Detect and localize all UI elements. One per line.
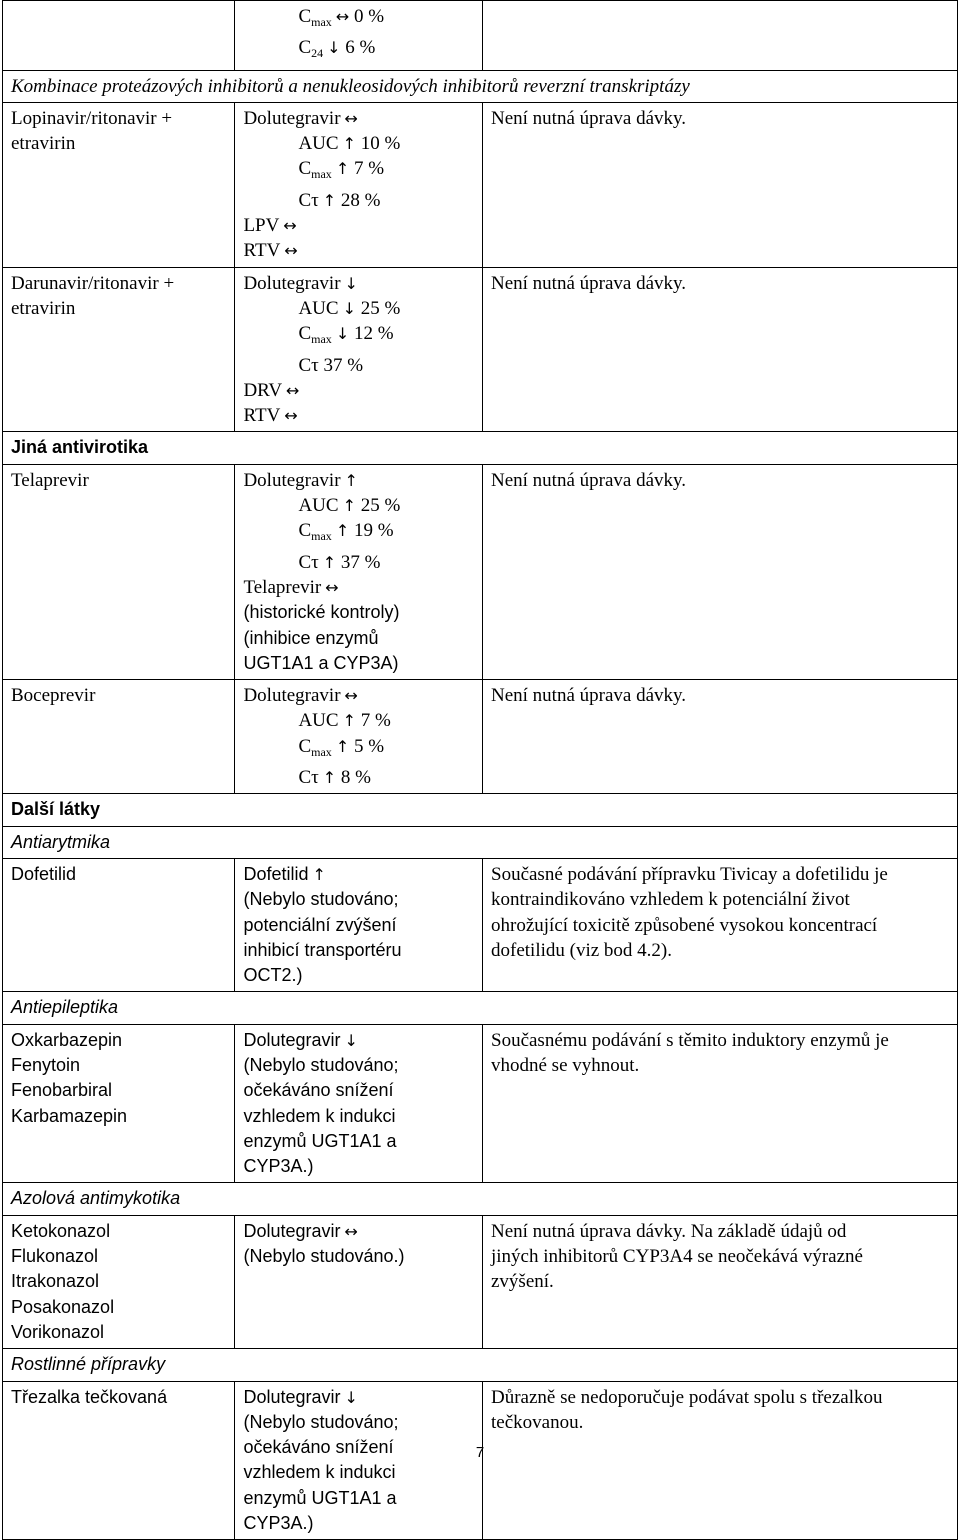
c24-line: $C_{24}$ ↓ 6 % bbox=[298, 37, 376, 61]
cmax-line: $C_{max}$ ↔ 0 % bbox=[298, 6, 385, 29]
recommendation-cell: Současné podávání přípravku Tivicay a dofetilidu je kontraindikováno vzhledem k potenciální život ohrožující toxicitě způsobené vysokou koncentrací dofetilidu (viz bod 4.2). bbox=[483, 858, 958, 991]
pk-cell: Dolutegravir ↔ AUC ↑ 7 % $C_{max}$ ↑ 5 % Cτ ↑ 8 % bbox=[235, 680, 483, 794]
drug-cell: Oxkarbazepin Fenytoin Fenobarbiral Karbamazepin bbox=[3, 1024, 235, 1183]
drug-cell: Lopinavir/ritonavir + etravirin bbox=[3, 102, 235, 267]
recommendation-cell: Není nutná úprava dávky. bbox=[483, 680, 958, 794]
pk-cell: Dolutegravir ↓ (Nebylo studováno; očekáváno snížení vzhledem k indukci enzymů UGT1A1 a CYP3A.) bbox=[235, 1381, 483, 1540]
section-heading: Další látky bbox=[3, 794, 958, 826]
table-row bbox=[3, 1215, 958, 1348]
table-row bbox=[3, 1183, 958, 1215]
pk-cell bbox=[235, 1, 483, 71]
drug-cell: Telaprevir bbox=[3, 464, 235, 679]
pk-cell: Dolutegravir ↓ AUC ↓ 25 % $C_{max}$ ↓ 12 % Cτ 37 % DRV ↔ RTV ↔ bbox=[235, 267, 483, 432]
recommendation-cell: Není nutná úprava dávky. Na základě údajů od jiných inhibitorů CYP3A4 se neočekává výrazné zvýšení. bbox=[483, 1215, 958, 1348]
table-row bbox=[3, 826, 958, 858]
table-row bbox=[3, 1349, 958, 1381]
table-row bbox=[3, 432, 958, 464]
table-row bbox=[3, 70, 958, 102]
table-row bbox=[3, 464, 958, 679]
recommendation-cell: Současnému podávání s těmito induktory enzymů je vhodné se vyhnout. bbox=[483, 1024, 958, 1183]
section-heading: Jiná antivirotika bbox=[3, 432, 958, 464]
subsection-heading: Azolová antimykotika bbox=[3, 1183, 958, 1215]
table-row bbox=[3, 102, 958, 267]
section-heading: Kombinace proteázových inhibitorů a nenukleosidových inhibitorů reverzní transkriptázy bbox=[3, 70, 958, 102]
table-row bbox=[3, 1, 958, 71]
pk-cell: Dolutegravir ↓ (Nebylo studováno; očekáváno snížení vzhledem k indukci enzymů UGT1A1 a CYP3A.) bbox=[235, 1024, 483, 1183]
subsection-heading: Antiepileptika bbox=[3, 992, 958, 1024]
table-row bbox=[3, 992, 958, 1024]
drug-cell: Darunavir/ritonavir + etravirin bbox=[3, 267, 235, 432]
pk-cell: Dolutegravir ↔ AUC ↑ 10 % $C_{max}$ ↑ 7 % Cτ ↑ 28 % LPV ↔ RTV ↔ bbox=[235, 102, 483, 267]
recommendation-cell: Důrazně se nedoporučuje podávat spolu s třezalkou tečkovanou. bbox=[483, 1381, 958, 1540]
recommendation-cell: Není nutná úprava dávky. bbox=[483, 267, 958, 432]
table-row bbox=[3, 794, 958, 826]
pk-cell: Dofetilid ↑ (Nebylo studováno; potenciální zvýšení inhibicí transportéru OCT2.) bbox=[235, 858, 483, 991]
subsection-heading: Rostlinné přípravky bbox=[3, 1349, 958, 1381]
table-row bbox=[3, 1024, 958, 1183]
interaction-table bbox=[2, 0, 958, 1540]
pk-cell: Dolutegravir ↔ (Nebylo studováno.) bbox=[235, 1215, 483, 1348]
drug-cell: Třezalka tečkovaná bbox=[3, 1381, 235, 1540]
table-row bbox=[3, 680, 958, 794]
page-number: 7 bbox=[475, 1444, 485, 1461]
table-row bbox=[3, 267, 958, 432]
recommendation-cell: Není nutná úprava dávky. bbox=[483, 464, 958, 679]
table-row bbox=[3, 858, 958, 991]
drug-cell: Dofetilid bbox=[3, 858, 235, 991]
recommendation-cell: Není nutná úprava dávky. bbox=[483, 102, 958, 267]
pk-cell: Dolutegravir ↑ AUC ↑ 25 % $C_{max}$ ↑ 19 % Cτ ↑ 37 % Telaprevir ↔ (historické kontroly) (inhibice enzymů UGT1A1 a CYP3A) bbox=[235, 464, 483, 679]
drug-cell: Boceprevir bbox=[3, 680, 235, 794]
subsection-heading: Antiarytmika bbox=[3, 826, 958, 858]
drug-cell: Ketokonazol Flukonazol Itrakonazol Posakonazol Vorikonazol bbox=[3, 1215, 235, 1348]
